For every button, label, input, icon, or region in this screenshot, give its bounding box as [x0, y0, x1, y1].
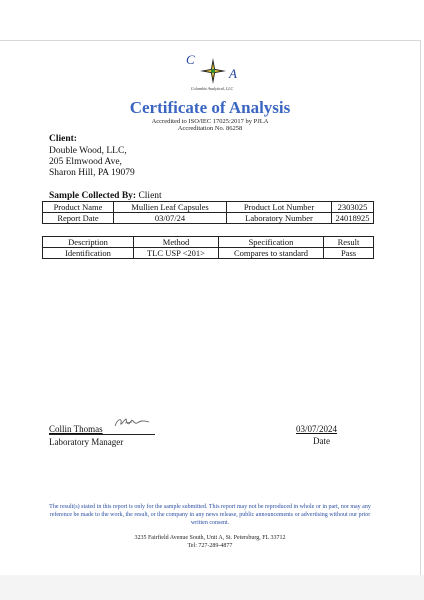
signer-name: Collin Thomas	[49, 424, 103, 434]
logo-tagline: Columbia Analytical, LLC	[190, 86, 234, 91]
column-header: Method	[134, 237, 219, 248]
viewer-bottom-bar	[0, 575, 424, 600]
accreditation-number: Accreditation No. 86258	[177, 125, 243, 132]
table-cell: Pass	[324, 248, 374, 259]
client-label: Client:	[49, 134, 77, 144]
sample-collected-value: Client	[138, 191, 162, 201]
client-address-line: Sharon Hill, PA 19079	[49, 168, 135, 178]
table-row	[43, 248, 374, 259]
client-address-line: Double Wood, LLC,	[49, 146, 127, 156]
results-table	[42, 236, 374, 259]
table-header-row	[43, 237, 374, 248]
sample-collected-label: Sample Collected By:	[49, 191, 137, 201]
viewer-top-bar	[0, 0, 424, 40]
lab-address: 3235 Fairfield Avenue South, Unit A, St. Petersburg, FL 33712	[134, 535, 286, 541]
date-label: Date	[313, 436, 330, 446]
table-cell: Mullien Leaf Capsules	[114, 202, 227, 213]
table-cell: 2303025	[332, 202, 374, 213]
table-row	[43, 213, 374, 224]
table-cell: TLC USP <201>	[134, 248, 219, 259]
disclaimer-text: The result(s) stated in this report is only for the sample submitted. This report may not be reproduced in whole or in part, nor may any reference be made to the work, the result, or the company in any news release, public announcements or advertising without our prior written consent.	[49, 504, 371, 526]
handwritten-signature	[112, 416, 152, 430]
signature-line	[49, 434, 155, 435]
lab-logo	[186, 52, 242, 86]
signer-role: Laboratory Manager	[49, 437, 124, 447]
table-cell: Laboratory Number	[227, 213, 332, 224]
star-compass-icon	[200, 58, 226, 84]
column-header: Specification	[219, 237, 324, 248]
client-address-line: 205 Elmwood Ave,	[49, 157, 122, 167]
column-header: Result	[324, 237, 374, 248]
lab-phone: Tel: 727-289-4877	[187, 543, 233, 549]
product-info-table	[42, 201, 374, 224]
table-cell: Product Lot Number	[227, 202, 332, 213]
table-cell: Compares to standard	[219, 248, 324, 259]
logo-letter-c: C	[186, 52, 195, 67]
signature-date: 03/07/2024	[296, 424, 338, 434]
table-cell: 24018925	[332, 213, 374, 224]
sample-collected	[49, 191, 162, 201]
table-cell: Identification	[43, 248, 134, 259]
logo-letter-a: A	[229, 66, 237, 81]
accreditation-text: Accredited to ISO/IEC 17025:2017 by PJLA	[151, 118, 269, 125]
table-cell: Product Name	[43, 202, 114, 213]
table-cell: Report Date	[43, 213, 114, 224]
column-header: Description	[43, 237, 134, 248]
table-cell: 03/07/24	[114, 213, 227, 224]
table-row	[43, 202, 374, 213]
page-title: Certificate of Analysis	[129, 98, 291, 117]
